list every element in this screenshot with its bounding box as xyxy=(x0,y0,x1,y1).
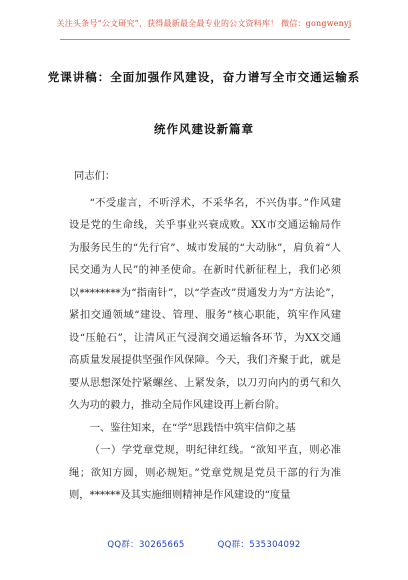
paragraph-section-1-1: （一）学党章党规，明纪律红线。“欲知平直，则必准绳；欲知方圆，则必规矩。”党章党规是党员干部的行为准则，******及其实施细则精神是作风建设的“度量 xyxy=(69,444,341,501)
greeting: 同志们： xyxy=(74,170,116,182)
header-divider xyxy=(60,39,350,40)
document-title-line-2: 统作风建设新篇章 xyxy=(154,122,254,136)
document-body xyxy=(69,165,341,507)
section-heading-1: 一、鉴往知来，在“学”思践悟中筑牢信仰之基 xyxy=(89,421,296,434)
footer-qq-group-2: QQ群：535304092 xyxy=(217,540,301,550)
paragraph-intro: “不受虚言，不听浮术，不采华名，不兴伪事。”作风建设是党的生命线，关乎事业兴衰成败。XX市交通运输局作为服务民生的“先行官”、城市发展的“大动脉”，肩负着“人民交通为人民”的神圣使命。在新时代新征程上，我们必须以********为“指南针”，以“学查改”贯通发力为“方法论”，紧扣交通领域“建设、管理、服务”核心职能，筑牢作风建设“压舱石”，让清风正气浸润交通运输各环节，为XX交通高质量发展提供坚强作风保障。今天，我们齐聚于此，就是要从思想深处拧紧螺丝、上紧发条，以刀刃向内的勇气和久久为功的毅力，推动全局作风建设再上新台阶。 xyxy=(69,196,341,411)
page-header-notice: 关注头条号“公文研究”，获得最新最全最专业的公文资料库！ 微信：gongwenyj xyxy=(56,19,352,28)
page-footer xyxy=(0,538,408,550)
footer-qq-group-1: QQ群：30265665 xyxy=(107,540,185,550)
document-title-line-1: 党课讲稿：全面加强作风建设，奋力谱写全市交通运输系 xyxy=(47,70,361,84)
